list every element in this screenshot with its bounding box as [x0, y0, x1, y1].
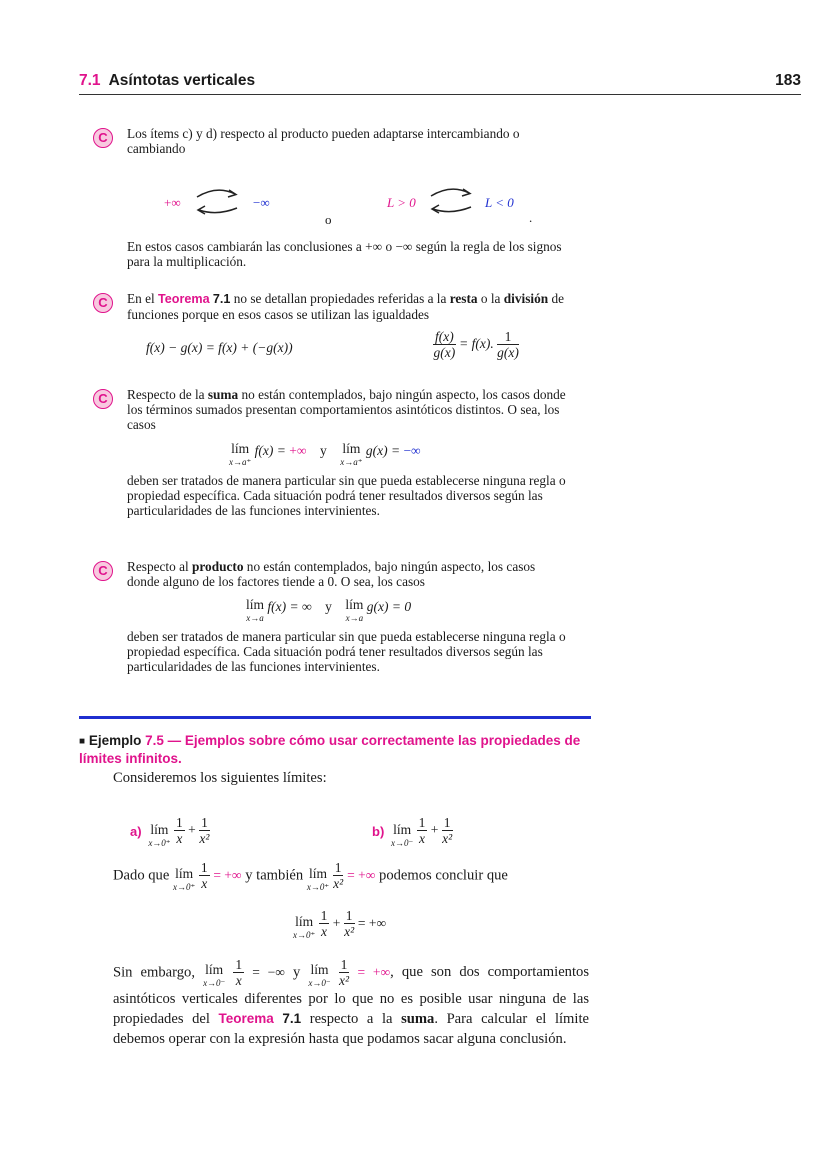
example-limit-b: b) lím x→0⁻ $\frac{1}{x}$ + $\frac{1}{\text{x²}}$ — [372, 815, 453, 848]
theorem-link[interactable]: Teorema — [158, 292, 210, 306]
note-c-icon: C — [93, 128, 113, 148]
example-however: Sin embargo, lím x→0⁻ $\frac{1}{x}$ = −∞ y lím x→0⁻ $\frac{1}{\text{x²}}$ = +∞, que son dos comportamientos asintóticos verticales diferentes por lo que no es posible usar ninguna de las propiedades del Teorema 7.1 respecto a la suma. Para calcular el límite debemos operar con la expresión hasta que podamos sacar alguna conclusión. — [113, 956, 590, 1047]
page-number: 183 — [775, 72, 801, 89]
note1-period: . — [529, 210, 533, 225]
example-title: ■ Ejemplo 7.5 — Ejemplos sobre cómo usar correctamente las propiedades de límites infinitos. — [79, 733, 581, 766]
note1-text: Los ítems c) y d) respecto al producto pueden adaptarse intercambiando o cambiando — [127, 126, 520, 156]
note4-limits: lím x→a f(x) = ∞ y lím x→a g(x) = 0 — [246, 597, 412, 623]
example-result: lím x→0⁺ $\frac{1}{x}$ + $\frac{1}{\text{x²}}$ = +∞ — [293, 907, 387, 940]
swap-arrows-icon — [427, 184, 477, 216]
note1-or: o — [325, 212, 332, 227]
note-c-icon: C — [93, 389, 113, 409]
example-given: Dado que lím x→0⁺ $\frac{1}{x}$ = +∞ y también lím x→0⁺ $\frac{1}{\text{x²}}$ = +∞ podemos concluir que — [113, 859, 508, 892]
example-limit-a: a) lím x→0⁺ $\frac{1}{x}$ + $\frac{1}{\text{x²}}$ — [130, 815, 210, 848]
note1-right-neg: L < 0 — [485, 195, 514, 210]
note1-left-pos: +∞ — [164, 195, 181, 210]
note-c-icon: C — [93, 561, 113, 581]
page-header — [79, 72, 801, 95]
note3-limits: lím x→a⁺ f(x) = +∞ y lím x→a⁺ g(x) = −∞ — [229, 441, 421, 467]
note4-conclusion: deben ser tratados de manera particular sin que pueda establecerse ninguna regla o propiedad específica. Cada situación podrá tener resultados diversos según las particularidades de las funciones intervinientes. — [127, 629, 566, 674]
example-divider — [79, 716, 591, 719]
note1-left-neg: −∞ — [253, 195, 270, 210]
note1-right-pos: L > 0 — [387, 195, 416, 210]
section-title: Asíntotas verticales — [108, 72, 256, 89]
note-c-icon: C — [93, 293, 113, 313]
note2-text: En el Teorema 7.1 no se detallan propiedades referidas a la resta o la división de funciones porque en esos casos se utilizan las igualdades — [127, 291, 565, 322]
note3-conclusion: deben ser tratados de manera particular sin que pueda establecerse ninguna regla o propiedad específica. Cada situación podrá tener resultados diversos según las particularidades de las funciones intervinientes. — [127, 473, 566, 518]
swap-arrows-icon — [193, 185, 243, 217]
note2-eq-division: $\frac{f(x)}{g(x)}$ = f(x). $\frac{1}{g(x)}$ — [433, 329, 519, 360]
note4-text: Respecto al producto no están contemplados, bajo ningún aspecto, los casos donde alguno de los factores tiende a 0. O sea, los casos — [127, 559, 536, 589]
section-number: 7.1 — [79, 72, 101, 89]
example-intro: Consideremos los siguientes límites: — [113, 770, 327, 786]
note2-eq-difference: f(x) − g(x) = f(x) + (−g(x)) — [146, 340, 293, 355]
note1-conclusion: En estos casos cambiarán las conclusiones a +∞ o −∞ según la regla de los signos para la multiplicación. — [127, 239, 562, 269]
theorem-link[interactable]: Teorema — [218, 1011, 274, 1026]
note3-text: Respecto de la suma no están contemplados, bajo ningún aspecto, los casos donde los términos sumados presentan comportamientos asintóticos distintos. O sea, los casos — [127, 387, 566, 432]
